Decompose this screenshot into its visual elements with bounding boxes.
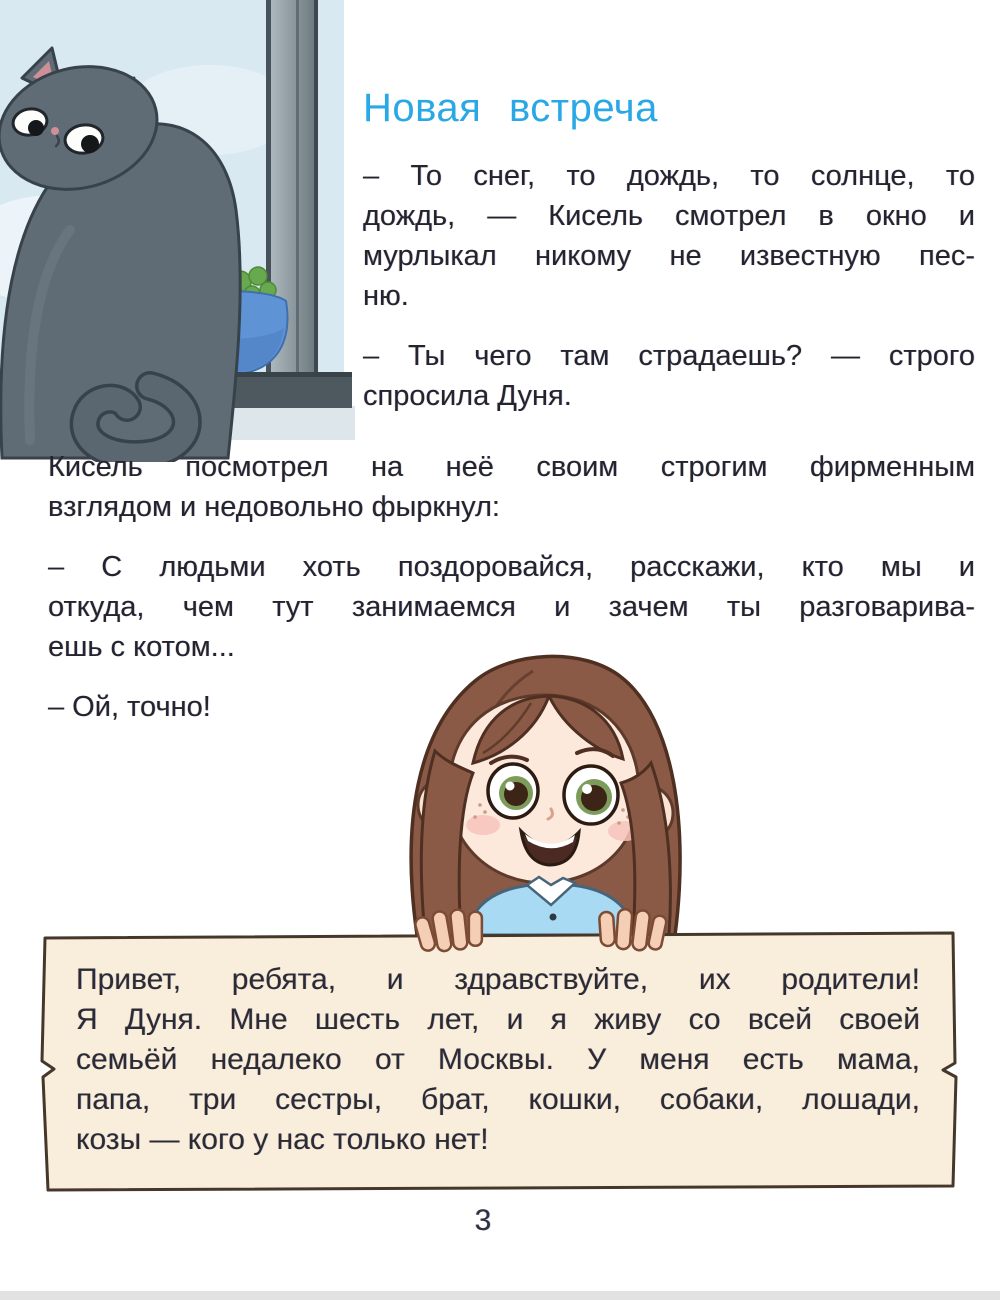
text-line: Я Дуня. Мне шесть лет, и я живу со всей своей (76, 1003, 920, 1036)
text-line: семьёй недалеко от Москвы. У меня есть мама, (76, 1043, 920, 1076)
paragraph (363, 336, 975, 416)
paragraph (363, 156, 975, 316)
text-line: – То снег, то дождь, то солнце, то (363, 160, 975, 192)
chapter-title: Новая встреча (363, 86, 658, 130)
text-line: козы — кого у нас только нет! (76, 1123, 489, 1156)
girl-illustration (383, 633, 705, 935)
text-column-right (363, 156, 975, 436)
cat-window-illustration (0, 0, 356, 462)
left-blush (466, 815, 500, 835)
text-line: откуда, чем тут занимаемся и зачем ты разговарива- (48, 591, 975, 623)
page-number: 3 (474, 1204, 492, 1237)
text-line: дождь, — Кисель смотрел в окно и (363, 200, 975, 232)
text-line: мурлыкал никому не известную пес- (363, 240, 975, 272)
button (550, 914, 557, 921)
text-line: ешь с котом... (48, 631, 235, 663)
text-line: – Ты чего там страдаешь? — строго (363, 340, 975, 372)
text-line: взглядом и недовольно фыркнул: (48, 491, 500, 523)
left-eye (488, 764, 538, 818)
right-eye (564, 766, 618, 824)
text-line: ню. (363, 280, 409, 312)
text-line: – С людьми хоть поздоровайся, расскажи, кто мы и (48, 551, 975, 583)
text-line: папа, три сестры, брат, кошки, собаки, лошади, (76, 1083, 920, 1116)
left-hand-icon (414, 906, 494, 956)
text-line: Привет, ребята, и здравствуйте, их родители! (76, 963, 920, 996)
speech-box-text (76, 960, 920, 1160)
speech-box (38, 928, 960, 1194)
paragraph (48, 447, 975, 527)
footer-band (0, 1291, 1000, 1300)
right-hand-icon (596, 906, 676, 956)
text-line: Кисель посмотрел на неё своим строгим фирменным (48, 451, 975, 483)
text-line: – Ой, точно! (48, 691, 211, 723)
text-line: спросила Дуня. (363, 380, 572, 412)
